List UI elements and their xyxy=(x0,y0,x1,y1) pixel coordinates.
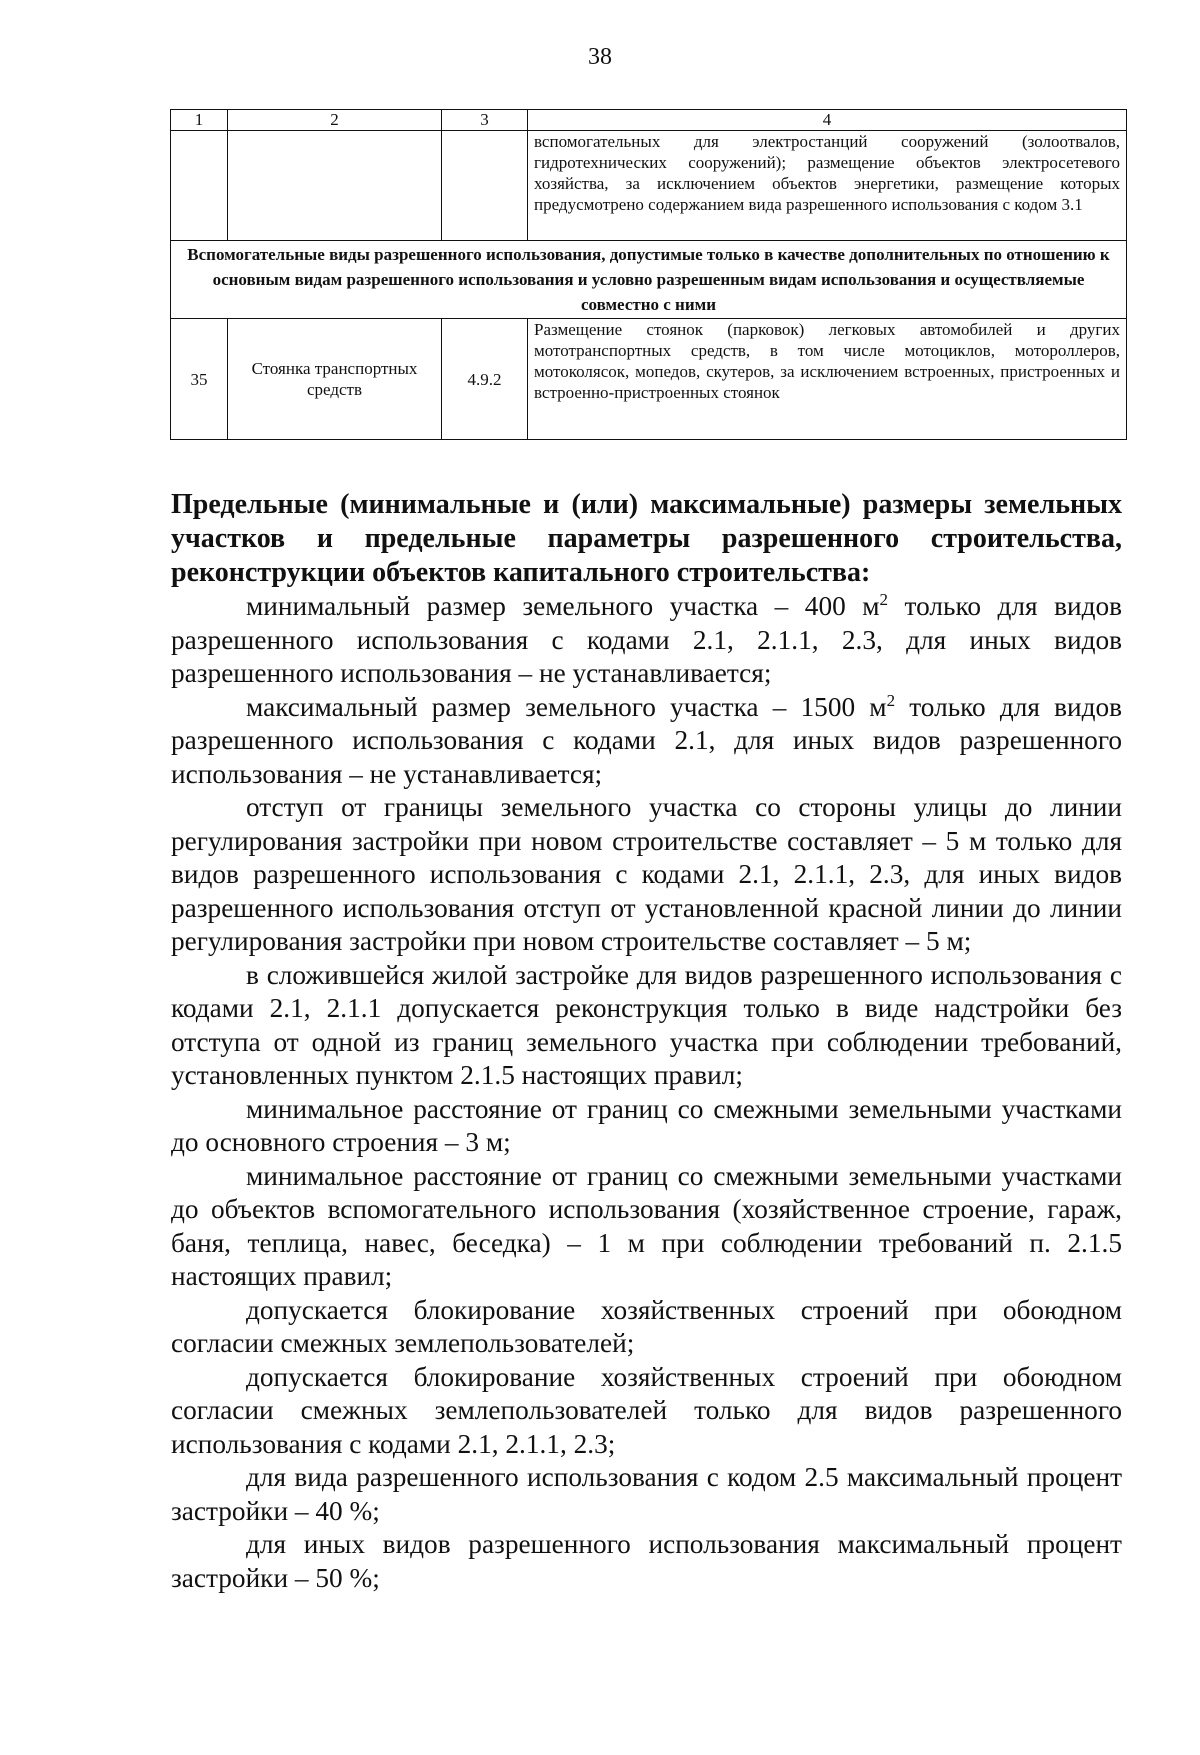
paragraph xyxy=(171,691,1122,792)
paragraph-text: только для видов разрешенного использования с кодами 2.1, 2.1.1, 2.3, для иных видов разрешенного использования – не устанавливается; xyxy=(171,591,1122,688)
paragraph xyxy=(171,590,1122,691)
row-number: 35 xyxy=(171,319,228,440)
paragraph: минимальное расстояние от границ со смежными земельными участками до основного строения – 3 м; xyxy=(171,1093,1122,1157)
paragraph-text: только для видов разрешенного использования с кодами 2.1, для иных видов разрешенного использования – не устанавливается; xyxy=(171,691,1122,789)
column-header: 1 xyxy=(171,110,228,131)
page-number: 38 xyxy=(588,44,612,70)
table-row xyxy=(171,319,1127,440)
paragraph: для вида разрешенного использования с кодом 2.5 максимальный процент застройки – 40 %; xyxy=(171,1462,1122,1526)
document-body xyxy=(171,488,1122,1595)
superscript: 2 xyxy=(886,690,896,710)
table-cell xyxy=(442,131,528,241)
table-cell-description: вспомогательных для электростанций сооружений (золоотвалов, гидротехнических сооружений); размещение объектов электросетевого хозяйства, за исключением объектов энергетики, размещение которых предусмотрено содержанием вида разрешенного использования с кодом 3.1 xyxy=(528,131,1127,241)
paragraph: для иных видов разрешенного использования максимальный процент застройки – 50 %; xyxy=(171,1529,1122,1593)
section-title-row xyxy=(171,241,1127,319)
column-header: 2 xyxy=(228,110,442,131)
column-header: 3 xyxy=(442,110,528,131)
paragraph: допускается блокирование хозяйственных строений при обоюдном согласии смежных землепользователей; xyxy=(171,1294,1122,1358)
table-cell xyxy=(171,131,228,241)
use-name: Стоянка транспортных средств xyxy=(228,319,442,440)
section-title: Вспомогательные виды разрешенного использования, допустимые только в качестве дополнительных по отношению к основным видам разрешенного использования и условно разрешенным видам использования и осуществляемые совместно с ними xyxy=(171,241,1127,319)
paragraph: отступ от границы земельного участка со стороны улицы до линии регулирования застройки при новом строительстве составляет – 5 м только для видов разрешенного использования с кодами 2.1, 2.1.1, 2.3, для иных видов разрешенного использования отступ от установленной красной линии до линии регулирования застройки при новом строительстве составляет – 5 м; xyxy=(171,792,1122,956)
use-description: Размещение стоянок (парковок) легковых автомобилей и других мототранспортных средств, в том числе мотоциклов, мотороллеров, мотоколясок, мопедов, скутеров, за исключением встроенных, пристроенных и встроенно-пристроенных стоянок xyxy=(528,319,1127,440)
land-use-table xyxy=(170,109,1127,440)
paragraph: в сложившейся жилой застройке для видов разрешенного использования с кодами 2.1, 2.1.1 допускается реконструкция только в виде надстройки без отступа от одной из границ земельного участка при соблюдении требований, установленных пунктом 2.1.5 настоящих правил; xyxy=(171,959,1122,1090)
table-row xyxy=(171,131,1127,241)
paragraph: минимальное расстояние от границ со смежными земельными участками до объектов вспомогательного использования (хозяйственное строение, гараж, баня, теплица, навес, беседка) – 1 м при соблюдении требований п. 2.1.5 настоящих правил; xyxy=(171,1160,1122,1291)
table-header-row xyxy=(171,110,1127,131)
section-heading: Предельные (минимальные и (или) максимальные) размеры земельных участков и предельные параметры разрешенного строительства, реконструкции объектов капитального строительства: xyxy=(171,489,1122,588)
paragraph-text: максимальный размер земельного участка – 1500 м xyxy=(246,691,887,722)
use-code: 4.9.2 xyxy=(442,319,528,440)
table-cell xyxy=(228,131,442,241)
superscript: 2 xyxy=(879,589,889,609)
paragraph: допускается блокирование хозяйственных строений при обоюдном согласии смежных землепользователей только для видов разрешенного использования с кодами 2.1, 2.1.1, 2.3; xyxy=(171,1361,1122,1459)
paragraph-text: минимальный размер земельного участка – 400 м xyxy=(246,591,880,621)
column-header: 4 xyxy=(528,110,1127,131)
